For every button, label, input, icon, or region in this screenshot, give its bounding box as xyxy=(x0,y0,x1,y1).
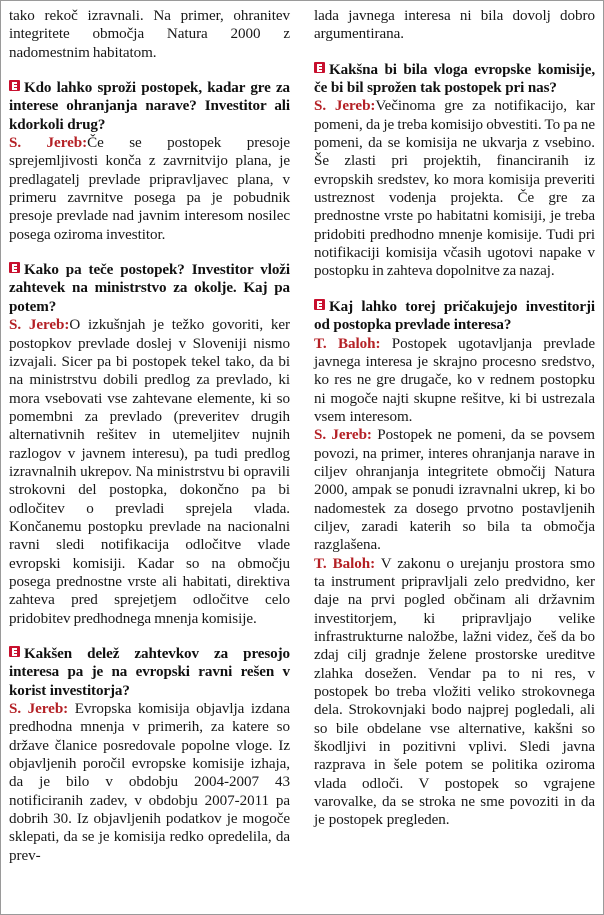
question-text: Kakšen delež zahtevkov za presojo interesa pa je na evropski ravni rešen v korist investitorja? xyxy=(9,646,290,699)
answer-paragraph xyxy=(314,426,595,554)
question-mark-badge-icon xyxy=(9,262,20,273)
question-text: Kdo lahko sproži postopek, kadar gre za interese ohranjanja narave? Investitor ali kdorkoli drug? xyxy=(9,80,290,133)
question-text: Kaj lahko torej pričakujejo investitorji od postopka prevlade interesa? xyxy=(314,298,595,334)
question-text: Kakšna bi bila vloga evropske komisije, če bi bil sprožen tak postopek pri nas? xyxy=(314,61,595,97)
speaker-label: T. Baloh: xyxy=(314,335,381,352)
answer-paragraph xyxy=(314,555,595,830)
answer-text: Postopek ne pomeni, da se povsem povozi, na primer, interes ohranjanja narave in ciljev ohranjanja integritete območij Natura 2000, ampak se ponudi izravnalni ukrep, ki bo nadomestek za dosego prvotno postavljenih ciljev, zaradi katerih so bila ta območja razglašena. xyxy=(314,427,595,554)
right-column xyxy=(302,7,595,904)
answer-paragraph xyxy=(9,700,290,865)
column-filler xyxy=(314,830,595,904)
speaker-label: S. Jereb: xyxy=(9,135,88,152)
paragraph-continued: lada javnega interesa ni bila dovolj dobro argumentirana. xyxy=(314,8,595,43)
question-mark-badge-icon xyxy=(9,80,20,91)
answer-text: Če se postopek presoje sprejemljivosti konča z zavrnitvijo plana, je predlagatelj prevlade pripravljavec plana, v primeru zavrnitve posega pa je pobudnik presoje prevlade nad javnim interesom nosilec posega oziroma investitor. xyxy=(9,135,291,243)
question-block xyxy=(314,61,595,98)
question-mark-badge-icon xyxy=(9,646,20,657)
answer-paragraph xyxy=(314,335,595,427)
speaker-label: S. Jereb: xyxy=(314,427,372,444)
question-block xyxy=(9,261,290,316)
speaker-label: S. Jereb: xyxy=(314,98,376,115)
left-column xyxy=(9,7,302,904)
question-mark-badge-icon xyxy=(314,62,325,73)
answer-text: Večinoma gre za notifikacijo, kar pomeni, da je treba komisijo obvestiti. To pa ne pomeni, da se komisija ne ukvarja z vsebino. Še zlasti pri projektih, financiranih iz evropskih sredstev, ko mora komisija preveriti ustreznost vodenja projekta. Če gre za prednostne vrste po habitatni komisiji, je treba pridobiti predhodno mnenje komisije. Tudi pri notifikaciji komisija včasih ugotovi napake v postopku in zahteva dopolnitve za nazaj. xyxy=(314,98,595,280)
answer-paragraph xyxy=(9,134,290,244)
speaker-label: S. Jereb: xyxy=(9,701,69,718)
question-mark-badge-icon xyxy=(314,299,325,310)
answer-text: Postopek ugotavljanja prevlade javnega interesa je skrajno procesno sredstvo, ko res ne gre drugače, ko v rednem postopku ni mogoče najti skupne rešitve, ki bi ustrezala vsem interesom. xyxy=(314,335,595,425)
speaker-label: T. Baloh: xyxy=(314,555,376,572)
answer-paragraph xyxy=(9,316,290,628)
question-block xyxy=(9,645,290,700)
speaker-label: S. Jereb: xyxy=(9,317,70,334)
answer-paragraph xyxy=(314,97,595,280)
question-block xyxy=(9,79,290,134)
answer-text: Evropska komisija objavlja izdana predhodna mnenja v primerih, za katere so države članice posredovale popolne vloge. Iz objavljenih poročil evropske komisije izhaja, da je bilo v obdobju 2004-2007 43 notificiranih zadev, v obdobju 2007-2011 pa dobrih 30. Iz objavljenih podatkov je mogoče sklepati, da se je komisija redko opredelila, da prev- xyxy=(9,701,290,864)
answer-text: V zakonu o urejanju prostora smo ta instrument pripravljali zelo predvidno, ker daje na prvi pogled občinam ali državnim investitorjem, ki pripravljajo velike infrastrukturne naložbe, lažni videz, češ da bo zdaj cilj gradnje želene prostorske ureditve zlahka dosežen. Vendar pa to ni res, v postopek bo treba vložiti veliko strokovnega dela. Strokovnjaki bodo najprej pogledali, ali so bile obdelane vse alternative, kakšni so škodljivi in pozitivni vplivi. Sledi javna razprava in šele potem se politika oziroma vlada odloči. V postopek so vgrajene varovalke, da se stroka ne sme povoziti in da je postopek pregleden. xyxy=(314,555,595,829)
question-text: Kako pa teče postopek? Investitor vloži zahtevek na ministrstvo za okolje. Kaj pa potem? xyxy=(9,262,290,315)
question-block xyxy=(314,298,595,335)
two-column-layout xyxy=(1,1,603,914)
paragraph-continued: tako rekoč izravnali. Na primer, ohranitev integritete območja Natura 2000 z nadomestnim habitatom. xyxy=(9,8,290,61)
column-filler xyxy=(9,865,290,904)
answer-text: O izkušnjah je težko govoriti, ker postopkov prevlade doslej v Sloveniji nismo izvajali. Sicer pa bi postopek tekel tako, da bi na ministrstvu dobili predlog za prevlado, ki mora vsebovati vse zahtevane elemente, ki so pomembni za prevlado (preveritev drugih alternativnih rešitev in utemeljitev nujnih razlogov v javnem interesu), pa tudi predlog izravnalnih ukrepov. Na ministrstvu bi opravili strokovni del postopka, dokončno pa bi odločitev o prevladi sprejela vlada. Končanemu postopku prevlade na nacionalni ravni sledi notifikacija odločitve vlade evropski komisiji. Kadar so na območju posega prednostne vrste ali habitati, direktiva zahteva pred sprejetjem odločitve celo pridobitev predhodnega mnenja komisije. xyxy=(9,317,291,627)
